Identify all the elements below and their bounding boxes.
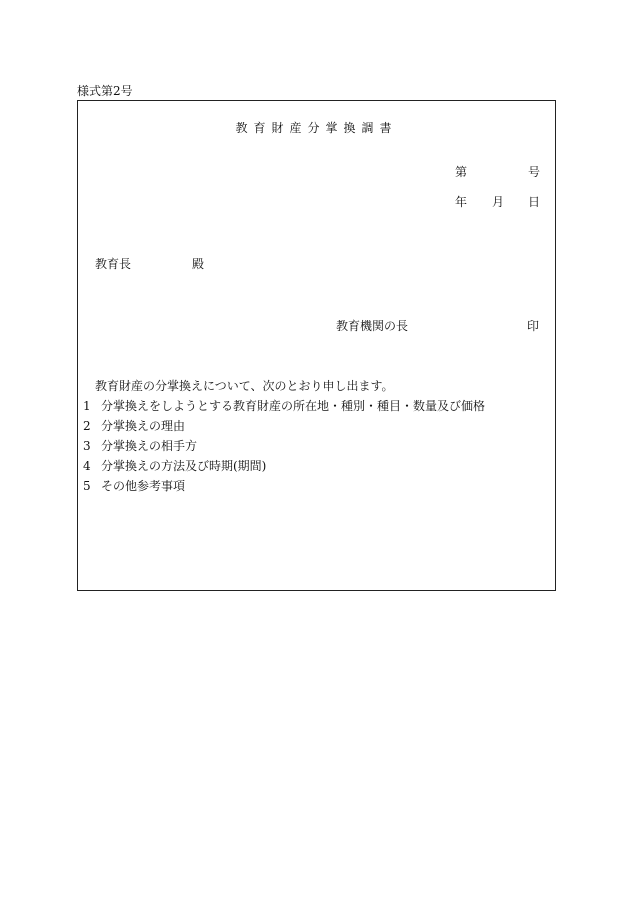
form-frame (77, 100, 556, 591)
item-text: その他参考事項 (101, 479, 186, 493)
addressee-honorific: 殿 (192, 257, 205, 271)
item-list (83, 399, 485, 499)
list-item (83, 399, 485, 419)
item-number: 5 (83, 479, 91, 493)
item-number: 4 (83, 459, 91, 473)
reference-go: 号 (528, 165, 541, 179)
list-item (83, 439, 485, 459)
intro-text: 教育財産の分掌換えについて、次のとおり申し出ます。 (95, 379, 394, 393)
item-text: 分掌換えの方法及び時期(期間) (101, 459, 267, 473)
reference-dai: 第 (455, 165, 468, 179)
date-month: 月 (492, 195, 505, 209)
date-year: 年 (455, 195, 468, 209)
list-item (83, 419, 485, 439)
item-text: 分掌換えをしようとする教育財産の所在地・種別・種目・数量及び価格 (101, 399, 486, 413)
list-item (83, 459, 485, 479)
item-number: 2 (83, 419, 91, 433)
item-text: 分掌換えの理由 (101, 419, 186, 433)
sender-label: 教育機関の長 (336, 319, 409, 333)
date-day: 日 (528, 195, 541, 209)
item-text: 分掌換えの相手方 (101, 439, 198, 453)
seal-mark: 印 (527, 319, 540, 333)
form-number: 様式第2号 (77, 84, 133, 98)
item-number: 1 (83, 399, 91, 413)
list-item (83, 479, 485, 499)
document-title: 教育財産分掌換調書 (235, 121, 398, 135)
addressee-label: 教育長 (95, 257, 132, 271)
item-number: 3 (83, 439, 91, 453)
